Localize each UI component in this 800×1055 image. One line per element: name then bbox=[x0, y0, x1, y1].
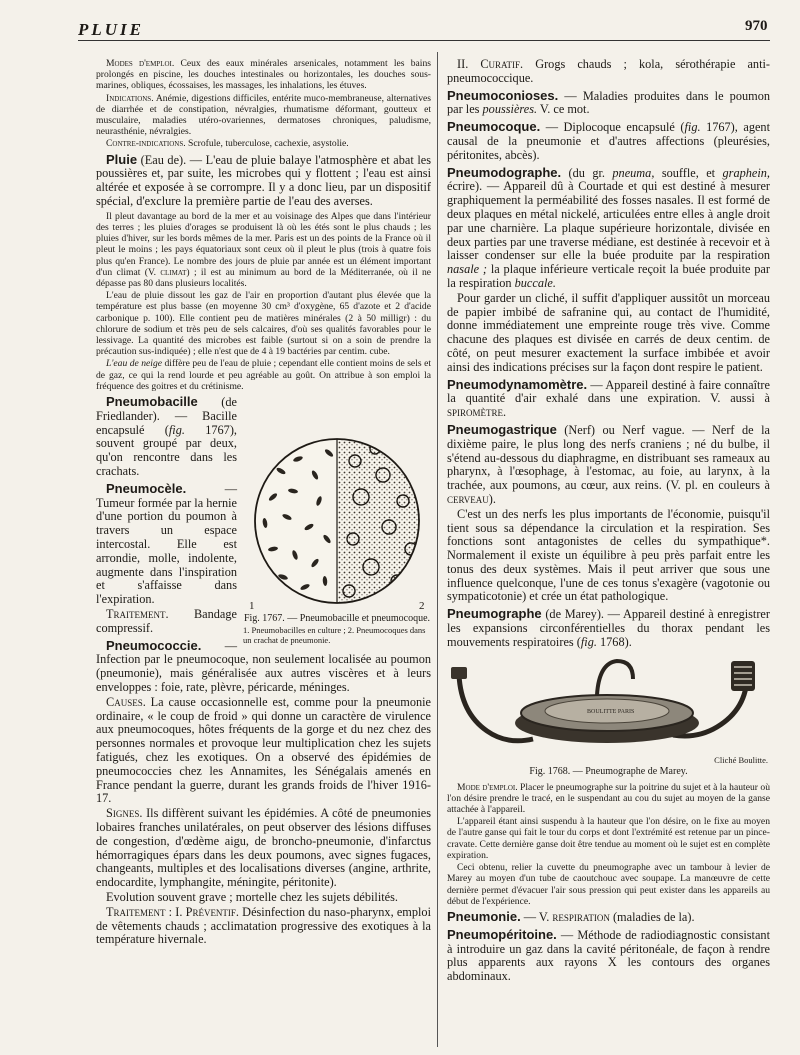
right-screw-block bbox=[731, 661, 755, 691]
headword-pneumobacille: Pneumobacille bbox=[106, 394, 198, 410]
pneumococcie-curatif: II. Curatif. Grogs chauds ; kola, sérothérapie anti-pneumococcique. bbox=[447, 58, 770, 85]
pneumographe-mode-emploi-2: L'appareil étant ainsi suspendu à la hauteur que l'on désire, on le fixe au moyen de l'autre ganse qui fait le tour du corps et dont l'extrémité est retenue par un pince-cravate. Cette dernière ganse doit être tendue au moment où le sujet est en complète expiration. bbox=[447, 816, 770, 861]
entry-pneumodynamometre: Pneumodynamomètre. — Appareil destiné à faire connaître la quantité d'air exhalé dans une expiration. V. aussi à spiromètre. bbox=[447, 376, 770, 420]
pneumococcie-signes: Signes. Ils diffèrent suivant les épidémies. A côté de pneumonies lobaires franches unilatérales, on peut observer des lésions diffuses de congestion, d'œdème aigu, de broncho-pneumonie, d'infarctus hémorragiques épars dans les deux poumons, avec signes fugaces, changeants, multiples et des localisations diverses (angine, arthrite, endocardite, lymphangite, méningite, péritonite). bbox=[96, 806, 431, 890]
headword-pluie: Pluie bbox=[106, 151, 138, 167]
headword-pneumocele: Pneumocèle. bbox=[106, 480, 187, 496]
pneumococcie-causes: Causes. La cause occasionnelle est, comme pour la pneumonie ordinaire, « le coup de froid » qui donne un caractère de virulence aux pneumocoques, hôtes fréquents de la gorge et du nez chez des personnes normales et provoque leur multiplication chez les sujets fatigués, chez les exotiques. On a observé des épidémies de pneumococcies chez les Annamites, les Sénégalais amenés en France pendant la guerre, durant les grands froids de l'hiver 1916-17. bbox=[96, 694, 431, 806]
entry-pneumogastrique: Pneumogastrique (Nerf) ou Nerf vague. — Nerf de la dixième paire, le plus long des nerfs craniens ; né du bulbe, il s'étend au-dessous du diaphragme, en distribuant ses rameaux au pharynx, à l'œsophage, à l'estomac, au foie, au larynx, à la trachée, aux poumons, au cœur, aux reins. (V. pl. en couleurs à cerveau). bbox=[447, 421, 770, 506]
entry-pneumoconioses: Pneumoconioses. — Maladies produites dans le poumon par les poussières. V. ce mot. bbox=[447, 87, 770, 117]
fig1767-caption: Fig. 1767. — Pneumobacille et pneumocoque. bbox=[243, 613, 431, 625]
indications-paragraph: Indications. Anémie, digestions difficiles, entérite muco-membraneuse, alternatives de diarrhée et de constipation, névralgies, rhumatisme déformant, goutteux et musculaire, maladies utéro-ovariennes, dermatoses chroniques, paludisme, neurasthénie, névralgies. bbox=[96, 92, 431, 138]
headword-pneumodographe: Pneumodographe. bbox=[447, 164, 562, 180]
entry-pneumodographe: Pneumodographe. (du gr. pneuma, souffle, et graphein, écrire). — Appareil dû à Courtade et qui est destiné à mesurer graphiquement la perméabilité des fosses nasales. Il est formé de deux plaques en métal nickelé, articulées entre elles à angle droit par une charnière. La plaque supérieure horizontale, divisée en deux parties par une traverse médiane, est destinée à recevoir et à laisser condenser sur elle la buée produite par la respiration nasale ; la plaque inférieure verticale reçoit la buée produite par la respiration buccale. bbox=[447, 164, 770, 290]
modes-emploi-paragraph: Modes d'emploi. Ceux des eaux minérales arsenicales, notamment les bains prolongés en piscine, les douches intestinales ou horizontales, les douches sous-marines, obliques, écossaises, les massages, les inhalations, les étuves. bbox=[96, 58, 431, 92]
headword-pneumococcie: Pneumococcie. bbox=[106, 637, 202, 653]
figure-1767 bbox=[243, 431, 431, 646]
pluie-detail-2: L'eau de pluie dissout les gaz de l'air en proportion d'autant plus élevée que la température est plus basse (en moyenne 30 cm³ d'oxygène, 65 d'azote et 2 d'acide carbonique p. 100). Elle contient peu de matières minérales (2 à 50 milligr) : du chlorure de sodium et très peu de sels calcaires, d'où ses qualités favorables pour le lessivage. La quantité des microbes est faible (surtout si on a soin de prendre la précaution sus-indiquée) ; elle n'est que de 4 à 19 bactéries par centim. cube. bbox=[96, 290, 431, 358]
headword-pneumocoque: Pneumocoque. bbox=[447, 119, 541, 135]
left-clip bbox=[451, 667, 467, 679]
pneumographe-mode-emploi-3: Ceci obtenu, relier la cuvette du pneumographe avec un tambour à levier de Marey au moyen d'un tube de caoutchouc avec soupape. La manœuvre de cette dernière permet d'évacuer l'air sous pression qui peut exister dans les appareils au début de l'expérience. bbox=[447, 862, 770, 907]
entry-pneumococcie: Pneumococcie. — Infection par le pneumocoque, non seulement localisée au poumon (pneumonie), mais généralisée aux autres viscères et à leurs enveloppes : foie, rate, plèvre, péricarde, méninges. bbox=[96, 637, 431, 694]
entry-pneumographe: Pneumographe (de Marey). — Appareil destiné à enregistrer les expansions circonférentielles du thorax pendant les mouvements respiratoires (fig. 1768). bbox=[447, 606, 770, 649]
contre-indications-paragraph: Contre-indications. Scrofule, tuberculose, cachexie, asystolie. bbox=[106, 138, 349, 150]
header-rule bbox=[78, 40, 770, 41]
headword-pneumogastrique: Pneumogastrique bbox=[447, 421, 557, 437]
headword-pneumographe: Pneumographe bbox=[447, 606, 542, 622]
pluie-detail-1: Il pleut davantage au bord de la mer et au voisinage des Alpes que dans l'intérieur des terres ; les pluies d'orages se produisent là où les étés sont le plus chauds ; les pluies d'hiver, sur les bords mêmes de la mer. Paris est un des points de la France où il pleut le moins ; les pays équatoriaux sont ceux où il pleut le plus (trois à quatre fois plus qu'en France). Le nombre des jours de pluie par année est un élément important d'un climat (V. climat) ; il est au minimum au bord de la Méditerranée, où il ne dépasse pas 80 dans plusieurs localités. bbox=[96, 210, 431, 290]
right-column bbox=[447, 58, 770, 1051]
pneumographe-illustration bbox=[447, 653, 770, 753]
entry-pneumoperitoine: Pneumopéritoine. — Méthode de radiodiagnostic consistant à introduire un gaz dans la cavité péritonéale, de façon à rendre plus apparents aux rayons X les contours des organes abdominaux. bbox=[447, 926, 770, 984]
pneumococcie-evolution: Evolution souvent grave ; mortelle chez les sujets débilités. bbox=[106, 889, 398, 904]
pluie-detail-3: L'eau de neige diffère peu de l'eau de pluie ; cependant elle contient moins de sels et de gaz, ce qui la rend lourde et peu agréable au goût. On attribue à son emploi la fréquence des goitres et du crétinisme. bbox=[96, 358, 431, 392]
entry-pneumobacille: Pneumobacille (de Friedlander). — Bacille encapsulé (fig. 1767), souvent groupé par deux, qu'on rencontre dans les crachats. bbox=[96, 394, 237, 479]
entry-pluie: Pluie (Eau de). — L'eau de pluie balaye l'atmosphère et abat les poussières et, par suite, les microbes qui y flottent ; l'eau est ainsi altérée et exposée à se corrompre. Il y a donc lieu, par un dispositif spécial, d'exclure la première partie de l'eau des averses. bbox=[96, 151, 431, 209]
entry-pneumocoque: Pneumocoque. — Diplocoque encapsulé (fig. 1767), agent causal de la pneumonie et d'autres affections (pleurésies, péritonites, abcès). bbox=[447, 119, 770, 162]
plate-engraving: BOULITTE PARIS bbox=[587, 708, 635, 715]
pneumogastrique-detail: C'est un des nerfs les plus importants de l'économie, puisqu'il tient sous sa dépendance la circulation et la respiration. Ses fonctions sont antagonistes de celles du sympathique*. Normalement il existe un équilibre à peu près parfait entre les tonus des deux systèmes. Mais il peut arriver que sous une influence quelconque, l'une de ces tonus s'exagère (vagotonie ou sympaticotonie) et crée un état pathologique. bbox=[447, 506, 770, 604]
pneumodographe-detail: Pour garder un cliché, il suffit d'appliquer aussitôt un morceau de papier imbibé de safranine qui, au contact de l'humidité, donne immédiatement une empreinte rouge très vive. Comme chacune des plaques est divisée en carrés de deux centim. de côté, on peut mesurer exactement la surface imbibée et avoir ainsi des indications précises sur la façon dont respire le patient. bbox=[447, 290, 770, 374]
headword-pneumoconioses: Pneumoconioses. bbox=[447, 87, 559, 103]
pneumographe-mode-emploi: Mode d'emploi. Placer le pneumographe sur la poitrine du sujet et à la hauteur où l'on désire prendre le tracé, en le suspendant au cou du sujet au moyen de la ganse attachée à l'appareil. bbox=[447, 781, 770, 816]
column-divider bbox=[437, 52, 438, 1047]
headword-pneumonie: Pneumonie. bbox=[447, 908, 521, 924]
fig1767-legend: 1. Pneumobacilles en culture ; 2. Pneumocoques dans un crachat de pneumonie. bbox=[243, 625, 426, 646]
fig1767-label-2: 2 bbox=[419, 600, 425, 613]
running-header-title: PLUIE bbox=[78, 20, 144, 39]
headword-pneumodynamometre: Pneumodynamomètre. bbox=[447, 376, 588, 392]
page-number: 970 bbox=[745, 18, 768, 34]
fig1767-label-1: 1 bbox=[249, 600, 255, 613]
entry-pneumonie: Pneumonie. — V. respiration (maladies de la). bbox=[447, 908, 695, 924]
pneumocele-traitement: Traitement. Bandage compressif. bbox=[96, 607, 237, 635]
fig1768-caption: Fig. 1768. — Pneumographe de Marey. bbox=[529, 765, 688, 777]
entry-pneumocele: Pneumocèle. — Tumeur formée par la hernie d'une portion du poumon à travers un espace intercostal. Elle est arrondie, molle, indolente, augmente dans l'inspiration et s'affaisse dans l'expiration. bbox=[96, 480, 237, 607]
fig1768-credit: Cliché Boulitte. bbox=[714, 754, 768, 765]
microscope-field-illustration bbox=[243, 431, 431, 613]
figure-1768 bbox=[447, 653, 770, 777]
left-column bbox=[96, 58, 431, 1051]
pneumococcie-traitement: Traitement : I. Préventif. Désinfection du naso-pharynx, emploi de vêtements chauds ; acclimatation progressive des exotiques à la température hivernale. bbox=[96, 904, 431, 947]
headword-pneumoperitoine: Pneumopéritoine. bbox=[447, 926, 557, 942]
